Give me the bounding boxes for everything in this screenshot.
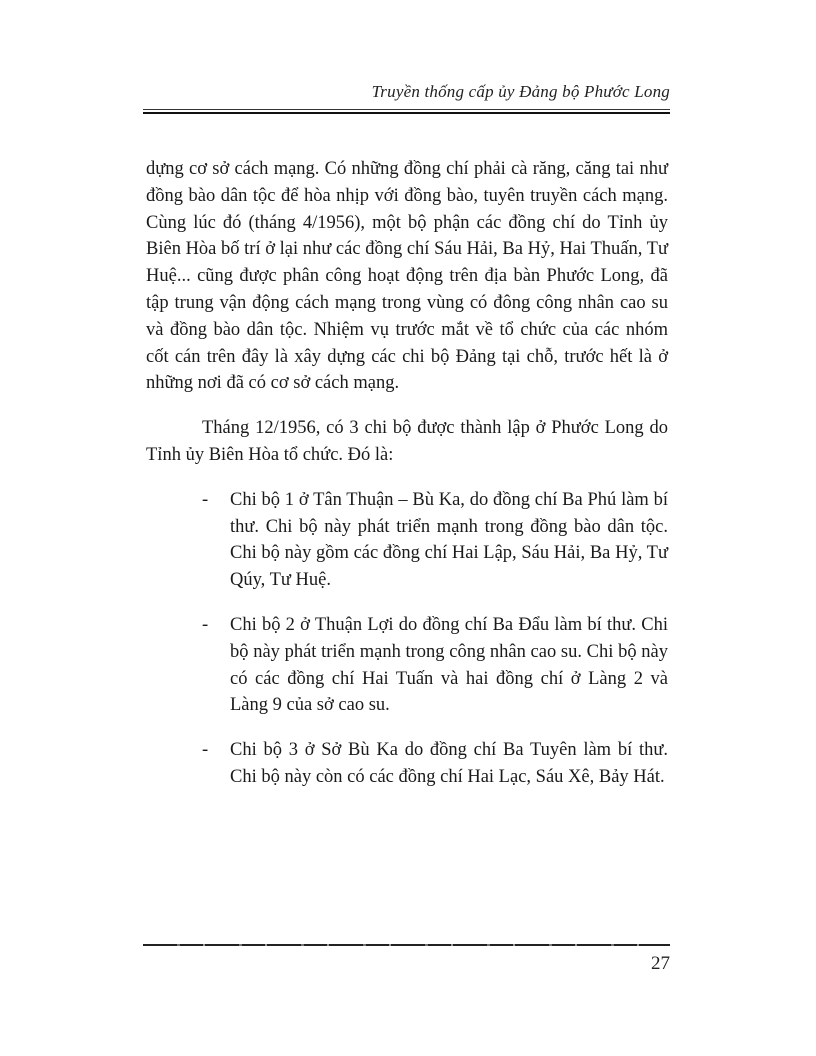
header-rule-thin [143,109,670,110]
paragraph-continuation: dựng cơ sở cách mạng. Có những đồng chí phải cà răng, căng tai như đồng bào dân tộc để hòa nhịp với đồng bào, tuyên truyền cách mạng. Cùng lúc đó (tháng 4/1956), một bộ phận các đồng chí do Tỉnh ủy Biên Hòa bố trí ở lại như các đồng chí Sáu Hải, Ba Hỷ, Hai Thuấn, Tư Huệ... cũng được phân công hoạt động trên địa bàn Phước Long, đã tập trung vận động cách mạng trong vùng có đông công nhân cao su và đồng bào dân tộc. Nhiệm vụ trước mắt về tổ chức của các nhóm cốt cán trên đây là xây dựng các chi bộ Đảng tại chỗ, trước hết là ở những nơi đã có cơ sở cách mạng. [146,159,668,394]
list-item-cell-1 [146,487,668,594]
list-item-cell-2 [146,612,668,719]
paragraph-founding: Tháng 12/1956, có 3 chi bộ được thành lập ở Phước Long do Tỉnh ủy Biên Hòa tổ chức. Đó là: [146,418,668,465]
footer-rule [143,944,670,946]
header-rule-thick [143,112,670,114]
list-item-text: Chi bộ 3 ở Sở Bù Ka do đồng chí Ba Tuyên làm bí thư. Chi bộ này còn có các đồng chí Hai Lạc, Sáu Xê, Bảy Hát. [230,740,668,787]
cell-list [146,487,668,791]
list-dash: - [202,614,209,635]
list-dash: - [202,740,209,761]
list-item-text: Chi bộ 1 ở Tân Thuận – Bù Ka, do đồng chí Ba Phú làm bí thư. Chi bộ này phát triển mạnh trong đồng bào dân tộc. Chi bộ này gồm các đồng chí Hai Lập, Sáu Hải, Ba Hỷ, Tư Qúy, Tư Huệ. [230,489,668,591]
list-item-cell-3 [146,737,668,791]
list-item-text: Chi bộ 2 ở Thuận Lợi do đồng chí Ba Đẩu làm bí thư. Chi bộ này phát triển mạnh trong công nhân cao su. Chi bộ này có các đồng chí Hai Tuấn và hai đồng chí ở Làng 2 và Làng 9 của sở cao su. [230,614,668,716]
page-body [146,156,668,809]
running-header-title: Truyền thống cấp ủy Đảng bộ Phước Long [371,82,670,101]
page-number: 27 [651,953,670,974]
list-dash: - [202,489,209,510]
